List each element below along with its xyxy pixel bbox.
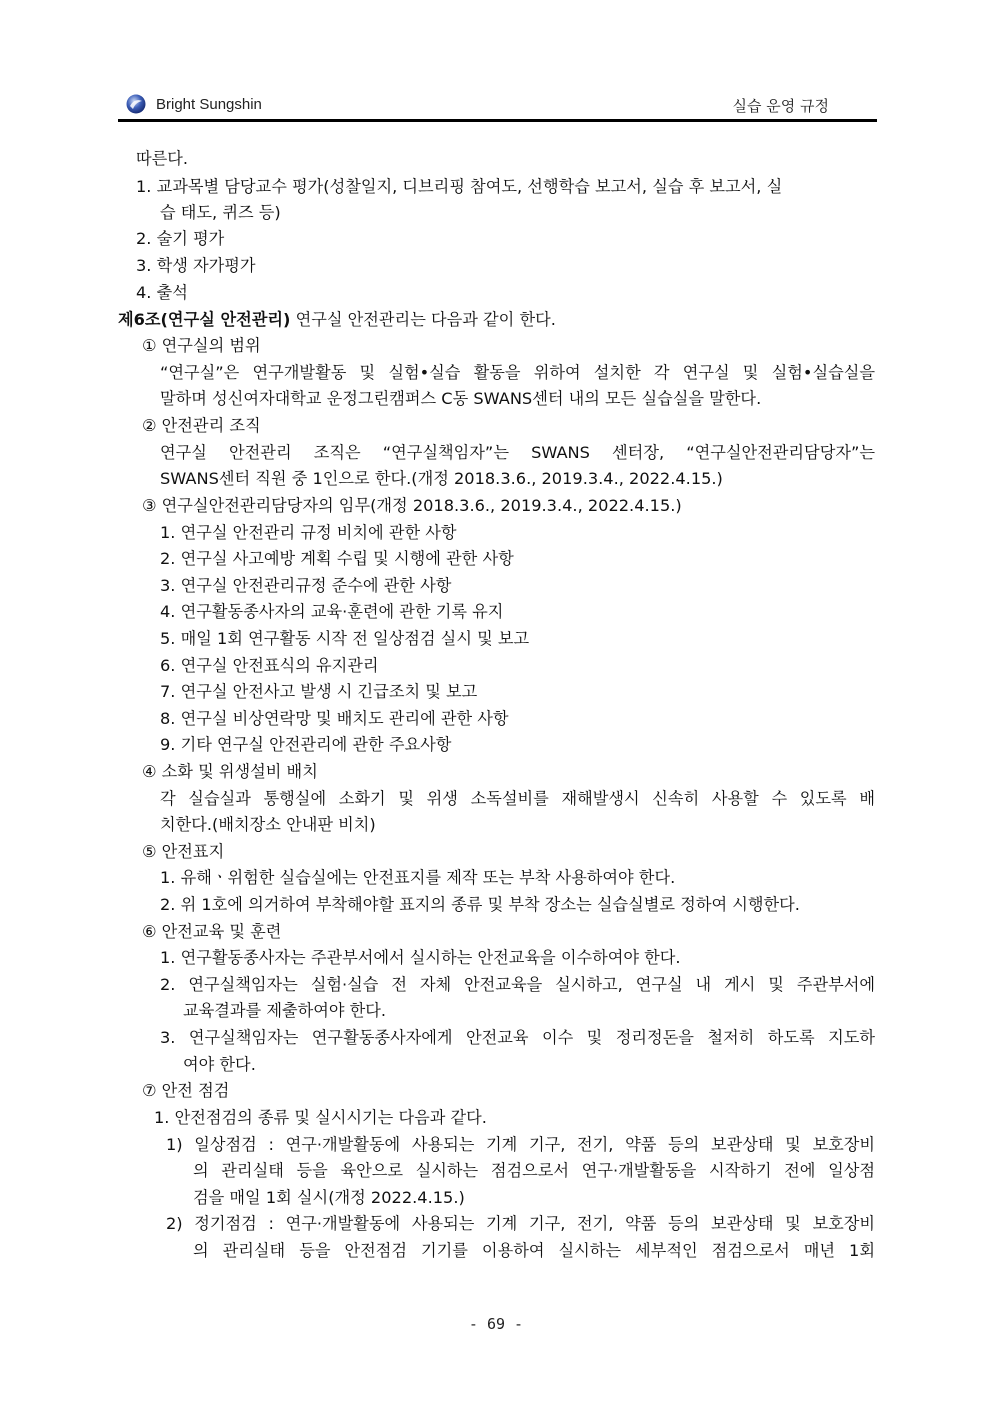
list-item: 2. 술기 평가 [136,229,225,248]
text-line: “연구실”은 연구개발활동 및 실험•실습 활동을 위하여 설치한 각 연구실 및 실험•실습실을 [160,363,875,382]
text-line: 여야 한다. [183,1055,256,1074]
list-item: 6. 연구실 안전표식의 유지관리 [160,656,379,675]
article-text: 연구실 안전관리는 다음과 같이 한다. [290,310,556,329]
list-item: 8. 연구실 비상연락망 및 배치도 관리에 관한 사항 [160,709,509,728]
section-heading: ④ 소화 및 위생설비 배치 [142,762,318,781]
text-line: SWANS센터 직원 중 1인으로 한다.(개정 2018.3.6., 2019.3.4., 2022.4.15.) [160,469,723,488]
list-item: 1. 안전점검의 종류 및 실시시기는 다음과 같다. [154,1108,487,1127]
list-item: 1. 연구활동종사자는 주관부서에서 실시하는 안전교육을 이수하여야 한다. [160,948,681,967]
article-heading [118,310,556,330]
text-line: 따른다. [136,149,189,168]
list-item: 1. 교과목별 담당교수 평가(성찰일지, 디브리핑 참여도, 선행학습 보고서, 실습 후 보고서, 실 [136,177,783,196]
list-item: 4. 출석 [136,283,188,302]
sungshin-logo-icon [126,94,146,114]
page-number: - 69 - [468,1315,524,1333]
list-item: 9. 기타 연구실 안전관리에 관한 주요사항 [160,735,452,754]
list-item: 5. 매일 1회 연구활동 시작 전 일상점검 실시 및 보고 [160,629,530,648]
text-line: 말하며 성신여자대학교 운정그린캠퍼스 C동 SWANS센터 내의 모든 실습실을 말한다. [160,389,762,408]
text-line: 각 실습실과 통행실에 소화기 및 위생 소독설비를 재해발생시 신속히 사용할 수 있도록 배 [160,789,875,808]
list-item: 2. 연구실책임자는 실험·실습 전 자체 안전교육을 실시하고, 연구실 내 게시 및 주관부서에 [160,975,875,994]
text-line: 치한다.(배치장소 안내판 비치) [160,815,376,834]
list-item: 4. 연구활동종사자의 교육·훈련에 관한 기록 유지 [160,602,504,621]
section-heading: ① 연구실의 범위 [142,336,261,355]
list-item: 1) 일상점검 : 연구·개발활동에 사용되는 기계 기구, 전기, 약품 등의 보관상태 및 보호장비 [166,1135,875,1154]
section-heading: ③ 연구실안전관리담당자의 임무(개정 2018.3.6., 2019.3.4., 2022.4.15.) [142,496,682,515]
text-line: 교육결과를 제출하여야 한다. [183,1001,387,1020]
list-item: 2) 정기점검 : 연구·개발활동에 사용되는 기계 기구, 전기, 약품 등의 보관상태 및 보호장비 [166,1214,875,1233]
list-item: 3. 연구실 안전관리규정 준수에 관한 사항 [160,576,452,595]
section-heading: ② 안전관리 조직 [142,416,261,435]
list-item: 7. 연구실 안전사고 발생 시 긴급조치 및 보고 [160,682,478,701]
header-divider [118,119,877,122]
list-item: 2. 위 1호에 의거하여 부착해야할 표지의 종류 및 부착 장소는 실습실별로 정하여 시행한다. [160,895,800,914]
text-line: 연구실 안전관리 조직은 “연구실책임자”는 SWANS 센터장, “연구실안전관리담당자”는 [160,443,875,462]
text-line: 의 관리실태 등을 안전점검 기기를 이용하여 실시하는 세부적인 점검으로서 매년 1회 [193,1241,875,1260]
text-line: 의 관리실태 등을 육안으로 실시하는 점검으로서 연구·개발활동을 시작하기 전에 일상점 [193,1161,875,1180]
document-title: 실습 운영 규정 [732,97,829,115]
list-item: 3. 연구실책임자는 연구활동종사자에게 안전교육 이수 및 정리정돈을 철저히 하도록 지도하 [160,1028,875,1047]
brand-name: Bright Sungshin [156,96,262,113]
list-item: 3. 학생 자가평가 [136,256,256,275]
text-line: 습 태도, 퀴즈 등) [160,203,281,222]
section-heading: ⑥ 안전교육 및 훈련 [142,922,282,941]
page-header [118,92,877,120]
text-line: 검을 매일 1회 실시(개정 2022.4.15.) [193,1188,465,1207]
list-item: 1. 유해ㆍ위험한 실습실에는 안전표지를 제작 또는 부착 사용하여야 한다. [160,868,676,887]
section-heading: ⑤ 안전표지 [142,842,225,861]
article-title: 제6조(연구실 안전관리) [118,310,291,329]
list-item: 2. 연구실 사고예방 계획 수립 및 시행에 관한 사항 [160,549,514,568]
section-heading: ⑦ 안전 점검 [142,1081,230,1100]
list-item: 1. 연구실 안전관리 규정 비치에 관한 사항 [160,523,457,542]
